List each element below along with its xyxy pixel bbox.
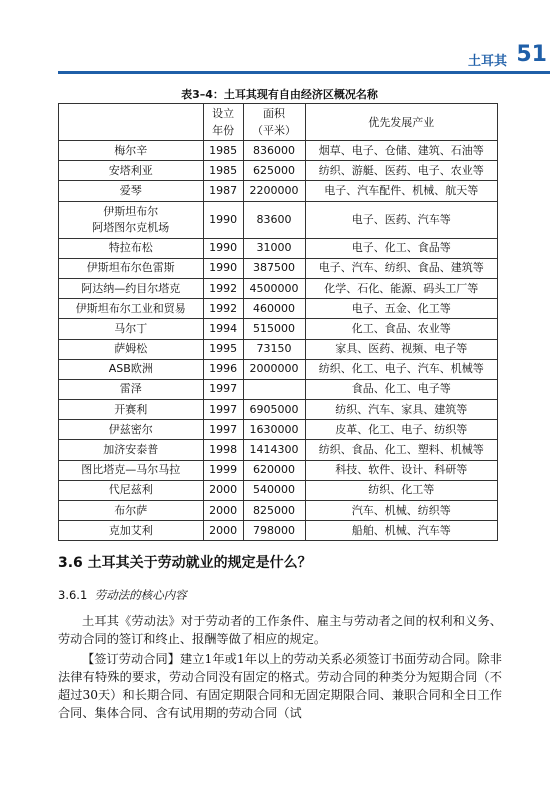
table-cell: 代尼兹利	[59, 480, 204, 500]
table-cell: 2200000	[243, 181, 305, 201]
header-rule	[58, 71, 550, 74]
subsection-number: 3.6.1	[58, 588, 88, 602]
table-cell: 1987	[203, 181, 243, 201]
table-cell: 1996	[203, 359, 243, 379]
paragraph: 土耳其《劳动法》对于劳动者的工作条件、雇主与劳动者之间的权利和义务、劳动合同的签订和终止、报酬等做了相应的规定。	[58, 614, 502, 646]
table-cell: 83600	[243, 201, 305, 238]
table-row	[59, 161, 498, 181]
table-cell: 科技、软件、设计、科研等	[305, 460, 497, 480]
table-cell: 马尔丁	[59, 319, 204, 339]
table-cell: 2000	[203, 480, 243, 500]
table-header-cell	[59, 104, 204, 141]
table-cell: 汽车、机械、纺织等	[305, 501, 497, 521]
table-cell: 4500000	[243, 278, 305, 298]
table-cell: 食品、化工、电子等	[305, 379, 497, 399]
table-cell: 化工、食品、农业等	[305, 319, 497, 339]
table-body	[59, 141, 498, 541]
table-cell: 梅尔辛	[59, 141, 204, 161]
table-row	[59, 420, 498, 440]
table-cell: 1995	[203, 339, 243, 359]
table-cell: 1414300	[243, 440, 305, 460]
table-cell: 625000	[243, 161, 305, 181]
page-number: 51	[516, 42, 547, 67]
table-cell: 纺织、化工、电子、汽车、机械等	[305, 359, 497, 379]
table-cell: 雷泽	[59, 379, 204, 399]
table-cell: 825000	[243, 501, 305, 521]
table-cell: 1990	[203, 201, 243, 238]
table-cell: ASB欧洲	[59, 359, 204, 379]
table-row	[59, 460, 498, 480]
table-row	[59, 319, 498, 339]
table-cell: 爱琴	[59, 181, 204, 201]
section-title: 3.6 土耳其关于劳动就业的规定是什么？	[58, 555, 312, 571]
table-cell: 2000	[203, 501, 243, 521]
running-title: 土耳其	[467, 54, 507, 69]
table-cell: 电子、汽车配件、机械、航天等	[305, 181, 497, 201]
table-row	[59, 359, 498, 379]
table-cell: 798000	[243, 521, 305, 541]
table-header-row	[59, 104, 498, 141]
table-cell: 1994	[203, 319, 243, 339]
table-header-cell: 设立 年份	[203, 104, 243, 141]
table-cell: 1985	[203, 161, 243, 181]
table-cell: 布尔萨	[59, 501, 204, 521]
table-caption: 表3–4：土耳其现有自由经济区概况名称	[181, 88, 378, 101]
table-cell: 化学、石化、能源、码头工厂等	[305, 278, 497, 298]
table-row	[59, 339, 498, 359]
table-cell: 2000000	[243, 359, 305, 379]
table-cell: 伊斯坦布尔色雷斯	[59, 258, 204, 278]
subsection-label: 劳动法的核心内容	[94, 588, 187, 602]
table-cell: 特拉布松	[59, 238, 204, 258]
table-cell: 克加艾利	[59, 521, 204, 541]
table-row	[59, 258, 498, 278]
table-cell: 图比塔克—马尔马拉	[59, 460, 204, 480]
table-cell: 纺织、汽车、家具、建筑等	[305, 400, 497, 420]
table-cell: 加济安泰普	[59, 440, 204, 460]
table-cell: 电子、化工、食品等	[305, 238, 497, 258]
table-cell: 1999	[203, 460, 243, 480]
paragraph: 【签订劳动合同】建立1年或1年以上的劳动关系必须签订书面劳动合同。除非法律有特殊的要求，劳动合同没有固定的格式。劳动合同的种类分为短期合同（不超过30天）和长期合同、有固定期限合同和无固定期限合同、兼职合同和全日工作合同、集体合同、含有试用期的劳动合同（试	[58, 652, 502, 720]
table-cell: 1990	[203, 238, 243, 258]
table-cell: 安塔利亚	[59, 161, 204, 181]
table-cell	[243, 379, 305, 399]
table-cell: 电子、五金、化工等	[305, 299, 497, 319]
table-cell: 836000	[243, 141, 305, 161]
table-cell: 6905000	[243, 400, 305, 420]
table-cell: 515000	[243, 319, 305, 339]
table-cell: 家具、医药、视频、电子等	[305, 339, 497, 359]
table-cell: 620000	[243, 460, 305, 480]
table-cell: 纺织、食品、化工、塑料、机械等	[305, 440, 497, 460]
table-cell: 纺织、化工等	[305, 480, 497, 500]
table-cell: 1992	[203, 299, 243, 319]
table-cell: 皮革、化工、电子、纺织等	[305, 420, 497, 440]
free-zone-table	[58, 103, 498, 541]
table-row	[59, 181, 498, 201]
table-cell: 烟草、电子、仓储、建筑、石油等	[305, 141, 497, 161]
table-row	[59, 480, 498, 500]
table-cell: 460000	[243, 299, 305, 319]
table-header-cell: 优先发展产业	[305, 104, 497, 141]
table-header-cell: 面积 （平米）	[243, 104, 305, 141]
table-cell: 开赛利	[59, 400, 204, 420]
table-cell: 1990	[203, 258, 243, 278]
table-row	[59, 440, 498, 460]
table-cell: 电子、汽车、纺织、食品、建筑等	[305, 258, 497, 278]
table-row	[59, 299, 498, 319]
table-cell: 纺织、游艇、医药、电子、农业等	[305, 161, 497, 181]
table-cell: 阿达纳—约目尔塔克	[59, 278, 204, 298]
table-cell: 73150	[243, 339, 305, 359]
table-cell: 387500	[243, 258, 305, 278]
table-cell: 31000	[243, 238, 305, 258]
table-row	[59, 238, 498, 258]
table-cell: 1985	[203, 141, 243, 161]
table-cell: 1997	[203, 420, 243, 440]
table-cell: 萨姆松	[59, 339, 204, 359]
table-cell: 540000	[243, 480, 305, 500]
table-cell: 船舶、机械、汽车等	[305, 521, 497, 541]
table-cell: 1997	[203, 400, 243, 420]
page-header	[0, 40, 559, 80]
table-row	[59, 521, 498, 541]
table-cell: 电子、医药、汽车等	[305, 201, 497, 238]
table-cell: 1992	[203, 278, 243, 298]
subsection-title	[58, 587, 187, 603]
table-row	[59, 201, 498, 238]
table-cell: 1998	[203, 440, 243, 460]
table-row	[59, 400, 498, 420]
table-row	[59, 379, 498, 399]
table-cell: 伊斯坦布尔 阿塔图尔克机场	[59, 201, 204, 238]
table-cell: 2000	[203, 521, 243, 541]
table-cell: 伊兹密尔	[59, 420, 204, 440]
table-row	[59, 278, 498, 298]
table-row	[59, 501, 498, 521]
table-cell: 伊斯坦布尔工业和贸易	[59, 299, 204, 319]
table-row	[59, 141, 498, 161]
table-cell: 1630000	[243, 420, 305, 440]
table-cell: 1997	[203, 379, 243, 399]
